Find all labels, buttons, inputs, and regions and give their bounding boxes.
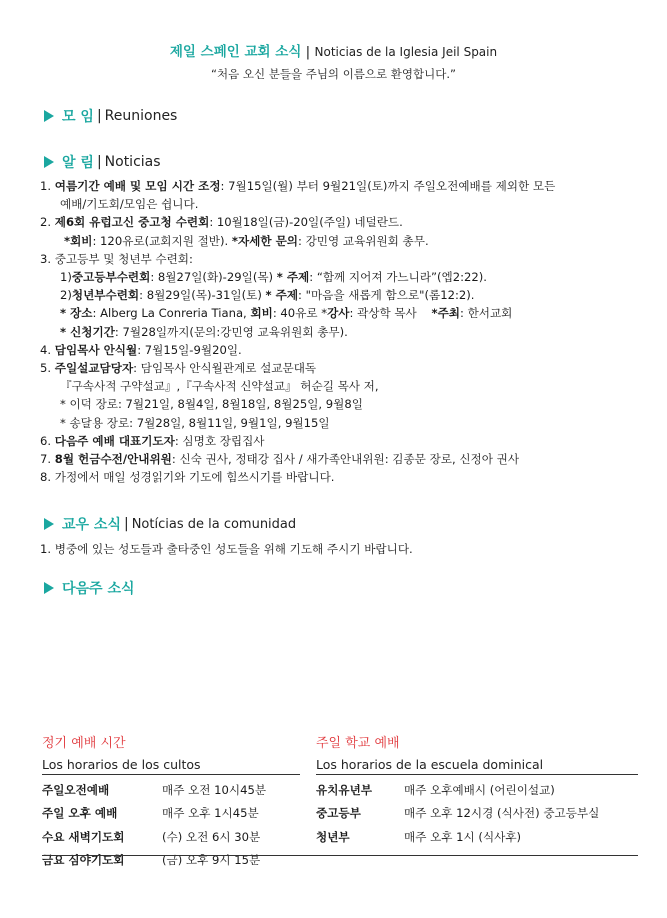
bulletin-header (0, 40, 667, 82)
item-text: : Alberg La Conreria Tiana, (92, 306, 247, 321)
news-item-5-elder-2: * 송달용 장로: 7월28일, 8월11일, 9월1일, 9월15일 (60, 415, 330, 430)
item-text: : 8월27일(화)-29일(목) (150, 270, 274, 285)
triangle-bullet-icon (44, 582, 54, 594)
item-heading: 회비 (250, 306, 273, 321)
department-time: 매주 오후예배시 (어린이설교) (404, 782, 555, 797)
section-label-korean: 교우 소식 (62, 517, 121, 533)
service-time: (수) 오전 6시 30분 (162, 829, 261, 844)
triangle-bullet-icon (44, 518, 54, 530)
item-text: 중고등부 및 청년부 수련회: (54, 251, 193, 266)
item-number: 6. (40, 433, 52, 448)
section-news-heading (44, 152, 161, 172)
item-text: : 한서교회 (459, 306, 513, 321)
news-item-7 (40, 450, 640, 468)
item-heading: * 신청기간 (60, 324, 115, 339)
section-label-korean: 모 임 (62, 109, 94, 125)
community-item-1: 1. 병중에 있는 성도들과 출타중인 성도들을 위해 기도해 주시기 바랍니다. (40, 542, 413, 556)
item-text: 가정에서 매일 성경읽기와 기도에 힘쓰시기를 바랍니다. (54, 470, 335, 485)
news-item-3a (40, 268, 640, 286)
item-heading: 담임목사 안식월 (54, 342, 138, 357)
item-heading: 중고등부수련회 (71, 270, 151, 285)
service-name: 주일오전예배 (42, 782, 110, 797)
service-time: 매주 오후 1시45분 (162, 806, 259, 821)
item-text: : 7월15일-9월20일. (137, 342, 242, 357)
table-row (316, 802, 599, 826)
news-item-3d (40, 323, 640, 341)
worship-schedule-title: 정기 예배 시간 (42, 736, 126, 751)
item-heading: 제6회 유럽고신 중고청 수련회 (54, 215, 210, 230)
item-text: : 120유로(교회지원 절반). (92, 233, 229, 248)
item-number: 7. (40, 452, 52, 467)
item-heading: *주최 (431, 306, 460, 321)
item-text: : 7월15일(월) 부터 9월21일(토)까지 주일오전예배를 제외한 모든 (220, 179, 556, 193)
department-name: 청년부 (316, 829, 350, 844)
item-heading: * 장소 (60, 306, 93, 321)
section-label-spanish: Notícias de la comunidad (131, 516, 297, 532)
news-item-5 (40, 359, 640, 377)
news-item-3 (40, 250, 640, 268)
section-separator: | (123, 516, 129, 532)
table-row (316, 778, 599, 802)
item-heading: * 주제 (265, 288, 299, 303)
triangle-bullet-icon (44, 156, 54, 168)
section-next-week-heading (44, 578, 135, 598)
item-text: : 10월18일(금)-20일(주일) 네덜란드. (209, 215, 403, 230)
table-row (42, 849, 266, 873)
item-number: 5. (40, 361, 52, 376)
table-row (316, 825, 599, 849)
welcome-message: “처음 오신 분들을 주님의 이름으로 환영합니다.” (211, 67, 456, 81)
bulletin-title (0, 40, 667, 60)
service-name: 수요 새벽기도회 (42, 829, 125, 844)
section-community-heading (44, 514, 296, 534)
item-heading: 청년부수련회 (71, 288, 140, 303)
news-list (40, 177, 640, 486)
triangle-bullet-icon (44, 110, 54, 122)
section-label-korean: 다음주 소식 (62, 581, 135, 597)
item-text: : 심명호 장립집사 (174, 433, 265, 448)
news-item-6 (40, 432, 640, 450)
department-name: 중고등부 (316, 806, 361, 821)
school-schedule-table (316, 778, 599, 849)
news-item-1-cont: 예배/기도회/모임은 쉽니다. (60, 197, 199, 212)
table-row (42, 802, 266, 826)
item-text: : 강민영 교육위원회 총무. (298, 233, 429, 248)
item-heading: 8월 헌금수전/안내위원 (54, 452, 172, 467)
item-heading: *자세한 문의 (231, 233, 298, 248)
item-text: : “함께 지어져 가느니라”(엡2:22). (309, 270, 487, 285)
school-schedule-subtitle: Los horarios de la escuela dominical (316, 757, 638, 775)
department-time: 매주 오후 12시경 (식사전) 중고등부실 (404, 806, 600, 821)
title-spanish: Noticias de la Iglesia Jeil Spain (314, 45, 498, 59)
service-name: 금요 심야기도회 (42, 853, 125, 868)
school-schedule (316, 732, 638, 849)
news-item-1 (40, 177, 640, 195)
section-label-spanish: Noticias (104, 154, 161, 170)
news-item-4 (40, 341, 640, 359)
section-separator: | (96, 108, 102, 124)
item-text: : 40유로 * (272, 306, 328, 321)
item-number: 3. (40, 251, 52, 266)
table-row (42, 825, 266, 849)
item-text: : "마음을 새롭게 함으로"(롬12:2). (298, 288, 475, 303)
school-schedule-title: 주일 학교 예배 (316, 736, 400, 751)
department-name: 유치유년부 (316, 782, 372, 797)
worship-schedule (42, 732, 300, 872)
item-number: 1. (40, 179, 52, 193)
item-heading: 강사 (327, 306, 350, 321)
item-text: : 신숙 권사, 정태강 집사 / 새가족안내위원: 김종문 장로, 신정아 권사 (171, 452, 520, 467)
service-name: 주일 오후 예배 (42, 806, 118, 821)
schedule-bottom-divider (42, 855, 638, 856)
community-list (40, 540, 640, 558)
item-text: : 8월29일(목)-31일(토) (139, 288, 262, 303)
news-item-8 (40, 468, 640, 486)
news-item-5-books: 『구속사적 구약설교』,『구속사적 신약설교』 허순길 목사 저, (60, 379, 379, 394)
item-heading: * 주제 (276, 270, 310, 285)
news-item-2-cont (40, 232, 640, 250)
news-item-3c (40, 304, 640, 322)
item-text: : 7월28일까지(문의:강민영 교육위원회 총무). (114, 324, 348, 339)
worship-schedule-table (42, 778, 266, 872)
news-item-2 (40, 213, 640, 231)
news-item-3b (40, 286, 640, 304)
table-row (42, 778, 266, 802)
item-heading: 주일설교담당자 (54, 361, 134, 376)
item-text: : 담임목사 안식월관계로 설교문대독 (133, 361, 317, 376)
title-korean: 제일 스페인 교회 소식 (169, 44, 302, 60)
service-time: 매주 오전 10시45분 (162, 782, 267, 797)
service-time: (금) 오후 9시 15분 (162, 853, 261, 868)
item-number: 2) (60, 288, 72, 303)
department-time: 매주 오후 1시 (식사후) (404, 829, 522, 844)
item-number: 4. (40, 342, 52, 357)
item-text: : 곽상학 목사 (349, 306, 417, 321)
item-heading: 다음주 예배 대표기도자 (54, 433, 175, 448)
item-number: 8. (40, 470, 52, 485)
item-heading: *회비 (64, 233, 93, 248)
item-heading: 여름기간 예배 및 모임 시간 조정 (54, 179, 221, 193)
title-separator: | (305, 44, 311, 60)
section-label-korean: 알 림 (62, 155, 94, 171)
section-separator: | (96, 154, 102, 170)
section-label-spanish: Reuniones (104, 108, 178, 124)
worship-schedule-subtitle: Los horarios de los cultos (42, 757, 300, 775)
item-number: 2. (40, 215, 52, 230)
section-meetings-heading (44, 106, 177, 126)
news-item-5-elder-1: * 이덕 장로: 7월21일, 8월4일, 8월18일, 8월25일, 9월8일 (60, 397, 363, 412)
item-number: 1) (60, 270, 72, 285)
